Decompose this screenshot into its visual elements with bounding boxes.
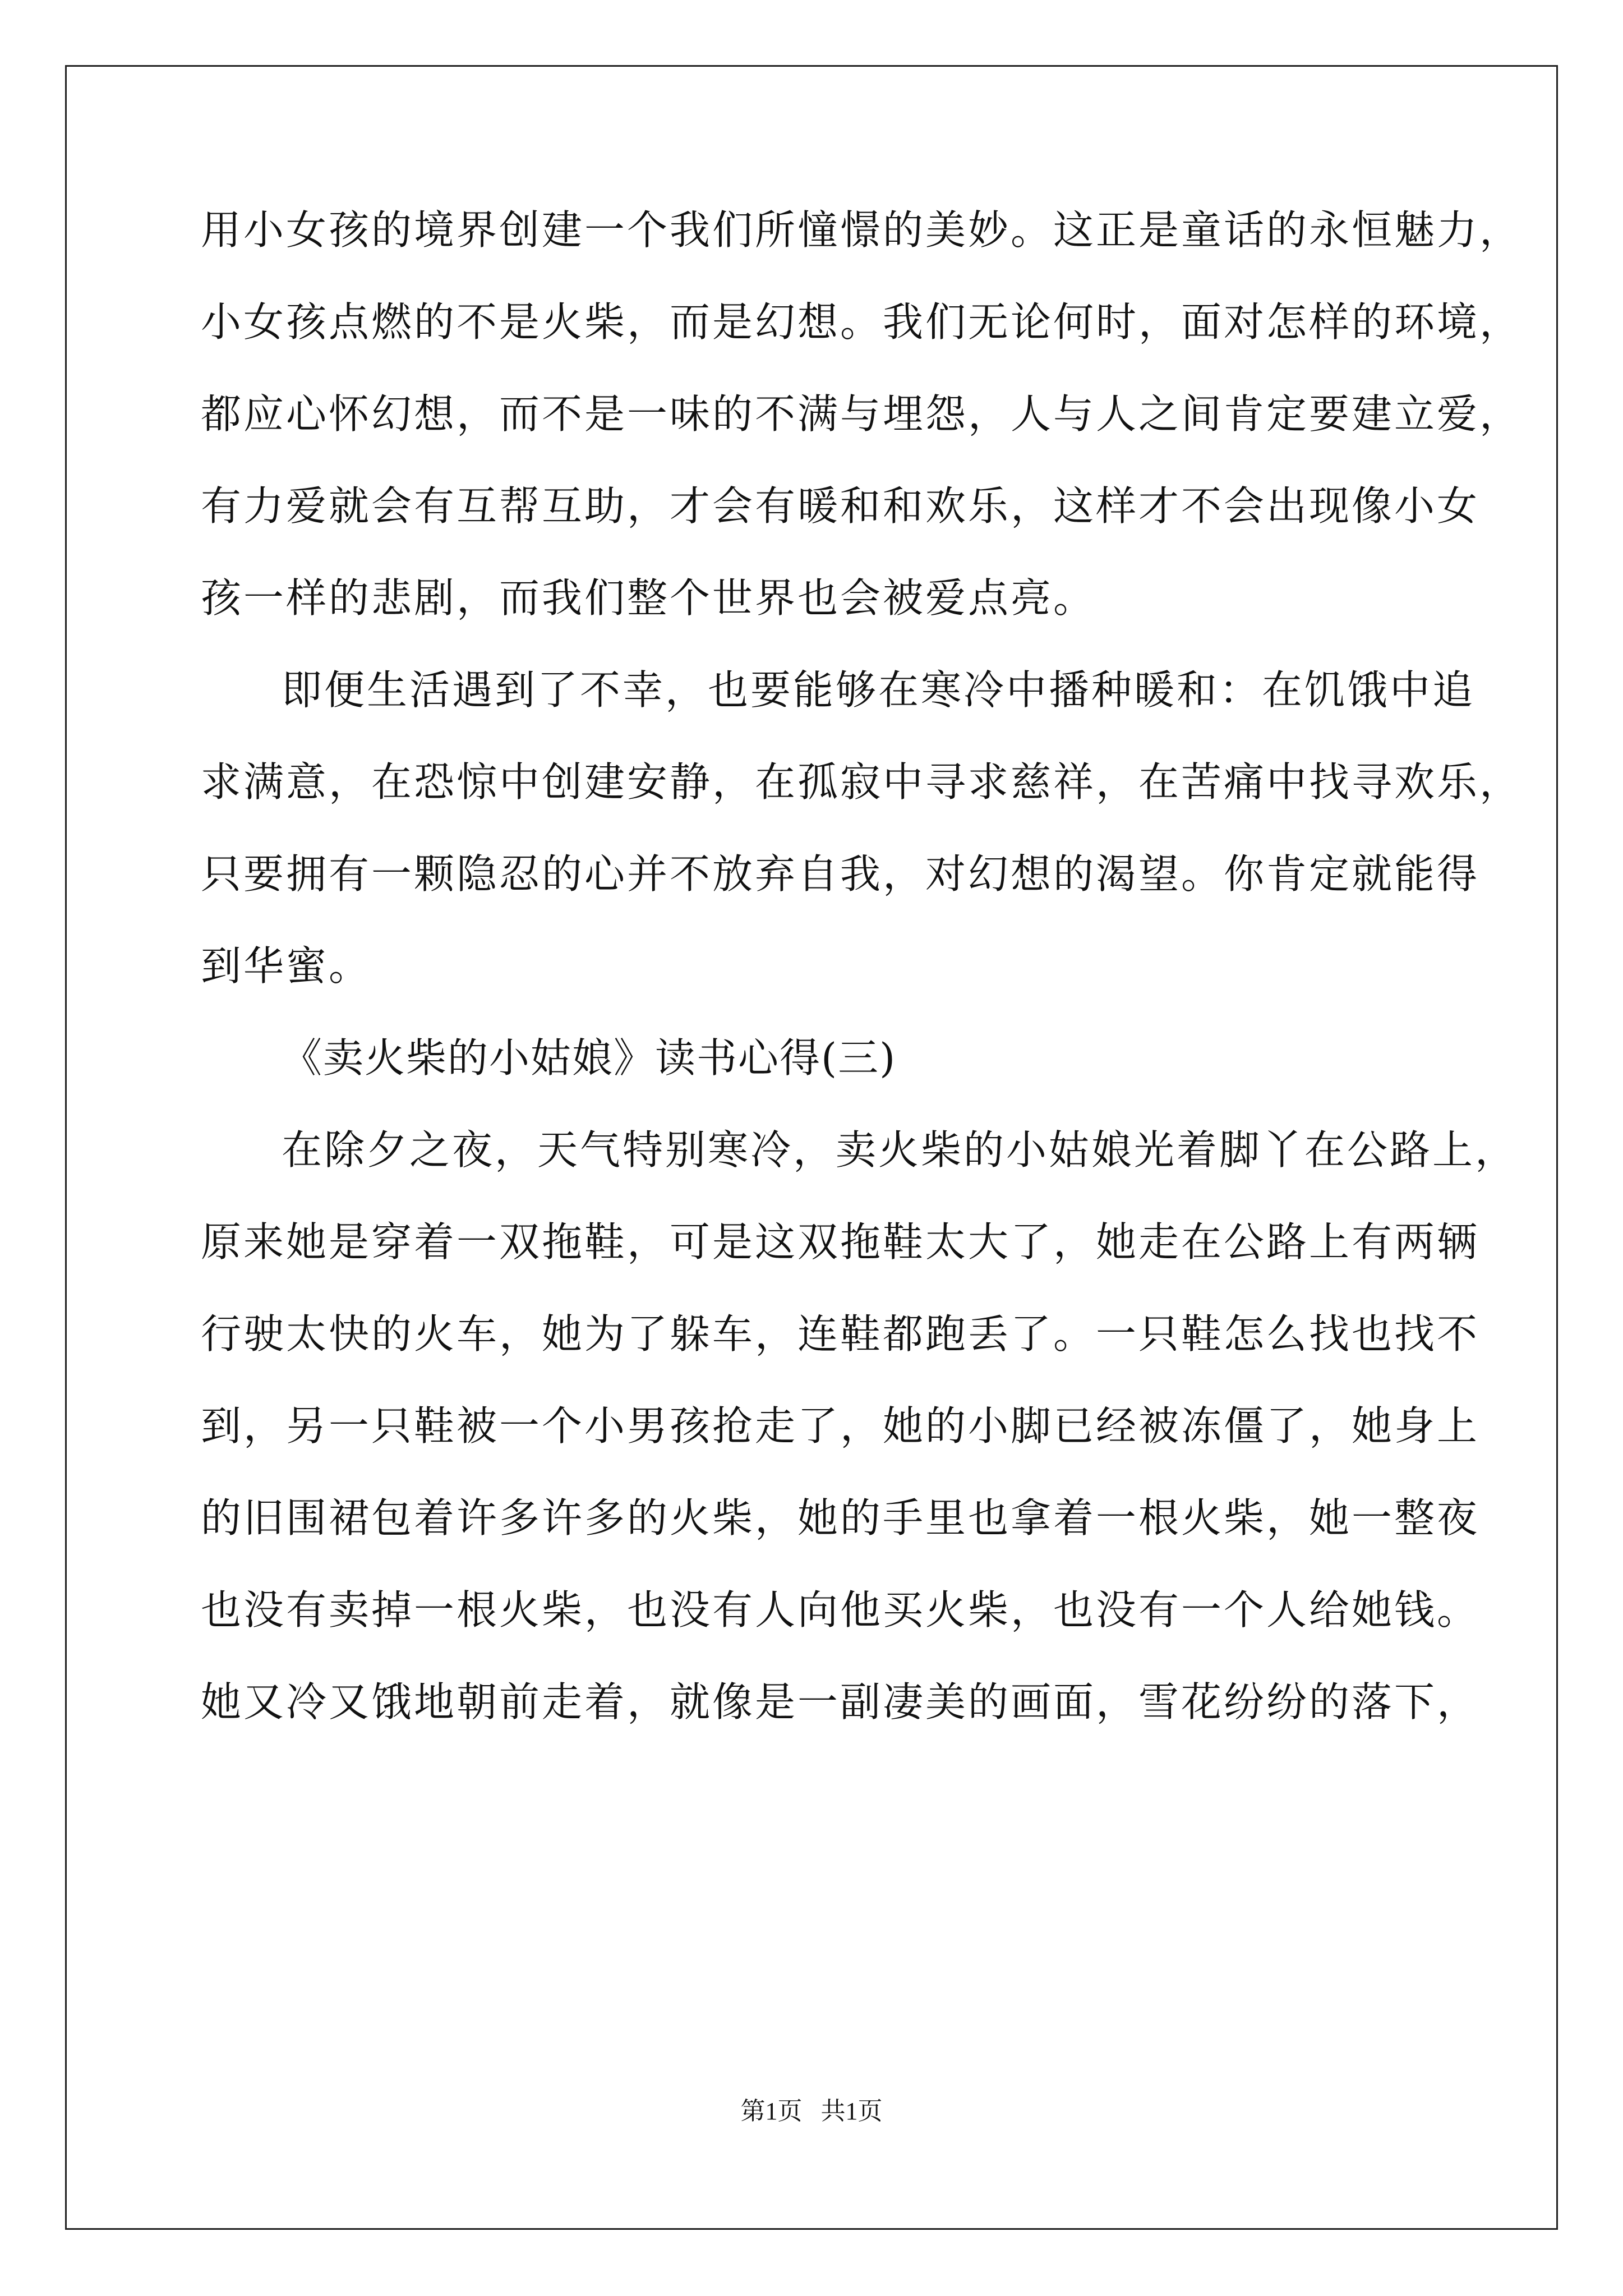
paragraph-first-line: 即便生活遇到了不幸，也要能够在寒冷中播种暖和：在饥饿中追: [282, 666, 1476, 714]
text-line: 到华蜜。: [201, 942, 372, 990]
text-line: 她又冷又饿地朝前走着，就像是一副凄美的画面，雪花纷纷的落下，: [201, 1678, 1480, 1726]
text-line: 小女孩点燃的不是火柴，而是幻想。我们无论何时，面对怎样的环境，: [201, 298, 1523, 346]
text-line: 孩一样的悲剧，而我们整个世界也会被爱点亮。: [201, 574, 1096, 622]
text-line: 都应心怀幻想，而不是一味的不满与埋怨，人与人之间肯定要建立爱，: [201, 390, 1523, 438]
text-line: 到，另一只鞋被一个小男孩抢走了，她的小脚已经被冻僵了，她身上: [201, 1402, 1480, 1450]
paragraph-first-line: 在除夕之夜，天气特别寒冷，卖火柴的小姑娘光着脚丫在公路上，: [282, 1126, 1518, 1174]
text-line: 也没有卖掉一根火柴，也没有人向他买火柴，也没有一个人给她钱。: [201, 1586, 1480, 1634]
text-line: 行驶太快的火车，她为了躲车，连鞋都跑丢了。一只鞋怎么找也找不: [201, 1310, 1480, 1358]
text-line: 用小女孩的境界创建一个我们所憧憬的美妙。这正是童话的永恒魅力，: [201, 206, 1523, 254]
text-line: 求满意，在恐惊中创建安静，在孤寂中寻求慈祥，在苦痛中找寻欢乐，: [201, 758, 1523, 806]
text-line: 原来她是穿着一双拖鞋，可是这双拖鞋太大了，她走在公路上有两辆: [201, 1218, 1480, 1266]
text-line: 的旧围裙包着许多许多的火柴，她的手里也拿着一根火柴，她一整夜: [201, 1494, 1480, 1542]
section-heading: 《卖火柴的小姑娘》读书心得(三): [282, 1034, 897, 1082]
text-line: 只要拥有一颗隐忍的心并不放弃自我，对幻想的渴望。你肯定就能得: [201, 850, 1480, 898]
text-line: 有力爱就会有互帮互助，才会有暖和和欢乐，这样才不会出现像小女: [201, 482, 1480, 530]
page-footer: 第1页 共1页: [740, 2097, 883, 2125]
